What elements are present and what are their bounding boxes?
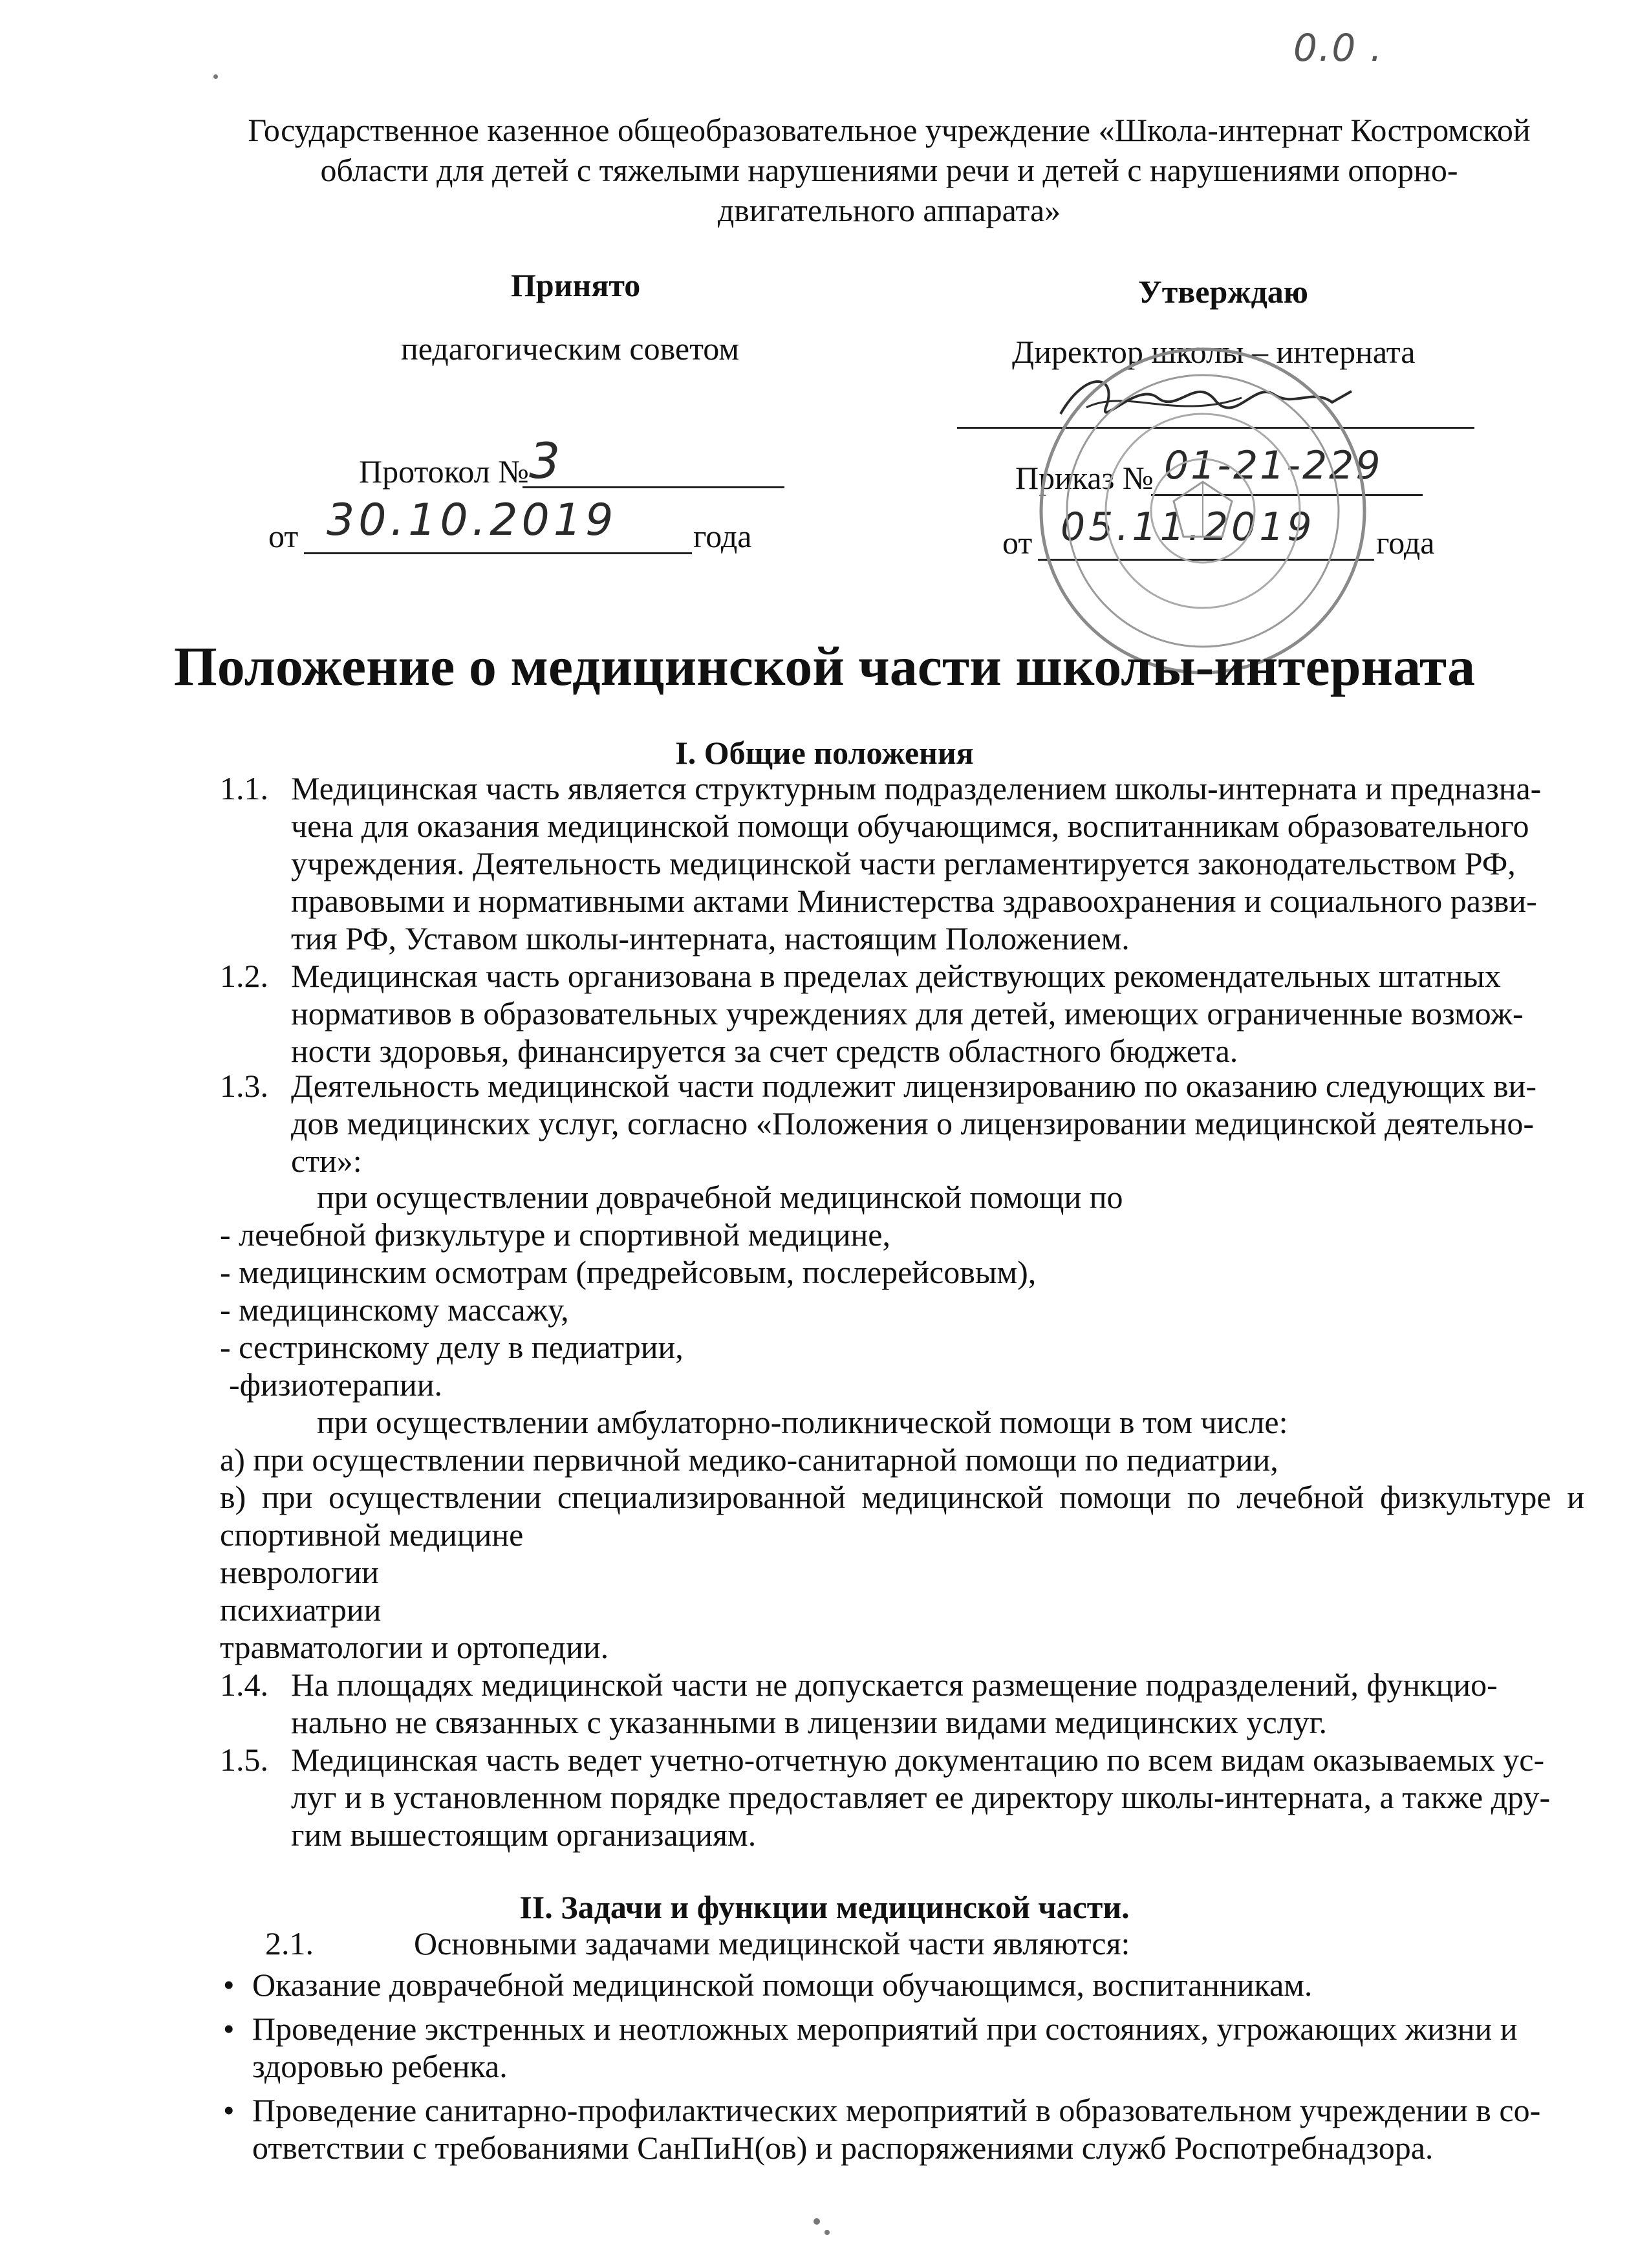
list-item: - лечебной физкультуре и спортивной медицине, [220,1216,890,1253]
approved-date-handwritten: 05.11.2019 [1061,504,1315,550]
document-title: Положение о медицинской части школы-интерната [173,635,1476,697]
text-line: Деятельность медицинской части подлежит лицензированию по оказанию следующих ви- [291,1068,1537,1104]
approved-date-suffix: года [1376,524,1435,561]
text-line: учреждения. Деятельность медицинской части регламентируется законодательством РФ, [291,845,1516,881]
organization-header [194,110,1584,230]
bullet-icon: • [223,2011,235,2047]
text-line: Медицинская часть ведет учетно-отчетную документацию по всем видам оказываемых ус- [291,1742,1545,1778]
list-item: травматологии и ортопедии. [220,1629,609,1665]
header-line: области для детей с тяжелыми нарушениями речи и детей с нарушениями опорно- [320,152,1458,188]
outpatient-a: а) при осуществлении первичной медико-санитарной помощи по педиатрии, [220,1442,1278,1478]
item-text [291,957,1584,1070]
approved-heading: Утверждаю [1138,274,1309,310]
text-line: Проведение экстренных и неотложных мероприятий при состояниях, угрожающих жизни и [252,2011,1518,2047]
item-number: 1.3. [220,1068,268,1104]
text-line: ответствии с требованиями СанПиН(ов) и распоряжениями служб Роспотребнадзора. [252,2130,1434,2166]
item-text: Основными задачами медицинской части являются: [414,1925,1130,1961]
bullet-text [252,2091,1584,2166]
list-item: психиатрии [220,1592,382,1628]
item-number: 1.5. [220,1742,268,1778]
specialties-list [220,1553,609,1666]
item-number: 2.1. [265,1925,314,1961]
text-line: Медицинская часть организована в пределах действующих рекомендательных штатных [291,958,1501,994]
protocol-number-handwritten: 3 [529,432,561,490]
item-number: 1.1. [220,770,268,806]
order-label: Приказ № [1015,460,1154,496]
item-text [291,770,1584,957]
text-line: тия РФ, Уставом школы-интерната, настоящим Положением. [291,920,1130,956]
outpatient-intro: при осуществлении амбулаторно-поликнической помощи в том числе: [317,1404,1288,1440]
bullet-text [252,2010,1584,2085]
text-line: луг и в установленном порядке предоставляет ее директору школы-интерната, а также дру- [291,1779,1551,1815]
scan-speck [814,2218,820,2225]
item-number: 1.2. [220,958,268,994]
text-line: ности здоровья, финансируется за счет средств областного бюджета. [291,1033,1238,1069]
accepted-heading: Принято [511,267,641,303]
text-line: дов медицинских услуг, согласно «Положения о лицензировании медицинской деятельно- [291,1105,1534,1141]
approved-date-prefix: от [1002,524,1033,561]
header-line: Государственное казенное общеобразовательное учреждение «Школа-интернат Костромской [248,112,1531,148]
accepted-date-suffix: года [693,518,752,554]
item-text [291,1741,1584,1853]
text-line: сти»: [291,1143,362,1179]
text-line: нормативов в образовательных учреждениях для детей, имеющих ограниченные возмож- [291,995,1524,1031]
text-line: Медицинская часть является структурным подразделением школы-интерната и предназна- [291,770,1542,806]
section-1-title: I. Общие положения [675,735,974,771]
text-line: Проведение санитарно-профилактических мероприятий в образовательном учреждении в со- [252,2092,1541,2128]
list-item: - медицинскому массажу, [220,1291,569,1328]
text-line: гим вышестоящим организациям. [291,1817,757,1853]
header-line: двигательного аппарата» [717,192,1061,228]
text-line: На площадях медицинской части не допускается размещение подразделений, функцио- [291,1667,1498,1703]
handwritten-corner-mark: 0.0 . [1293,26,1384,70]
text-line: нально не связанных с указанными в лицензии видами медицинских услуг. [291,1704,1328,1740]
round-seal-stamp [1035,343,1371,679]
accepted-body: педагогическим советом [401,330,739,367]
section-2-title: II. Задачи и функции медицинской части. [519,1889,1130,1925]
prehospital-list [220,1216,1036,1403]
item-text [291,1067,1584,1180]
bullet-text [252,1966,1584,2003]
accepted-date-prefix: от [268,518,299,554]
accepted-date-handwritten: 30.10.2019 [327,495,618,546]
item-number: 1.4. [220,1667,268,1703]
order-number-handwritten: 01-21-229 [1164,443,1383,488]
text-line: правовыми и нормативными актами Министерства здравоохранения и социального разви- [291,883,1537,919]
prehospital-intro: при осуществлении доврачебной медицинской помощи по [317,1179,1123,1215]
outpatient-b-line1: в) при осуществлении специализированной медицинской помощи по лечебной физкультуре и [220,1479,1584,1515]
list-item: - медицинским осмотрам (предрейсовым, послерейсовым), [220,1254,1037,1290]
text-line: Оказание доврачебной медицинской помощи обучающимся, воспитанникам. [252,1967,1313,2003]
text-line: здоровью ребенка. [252,2048,508,2084]
protocol-number-line [523,451,784,488]
scan-speck [213,74,218,79]
bullet-icon: • [223,2092,235,2128]
bullet-icon: • [223,1967,235,2003]
item-text [291,1666,1584,1741]
list-item: -физиотерапии. [229,1366,443,1403]
protocol-label: Протокол № [359,453,529,490]
outpatient-b-line2: спортивной медицине [220,1517,524,1553]
text-line: чена для оказания медицинской помощи обучающимся, воспитанникам образовательного [291,808,1529,844]
approved-body: Директор школы – интерната [1012,334,1416,370]
list-item: - сестринскому делу в педиатрии, [220,1329,684,1365]
scan-speck [824,2230,830,2235]
list-item: неврологии [220,1554,379,1590]
